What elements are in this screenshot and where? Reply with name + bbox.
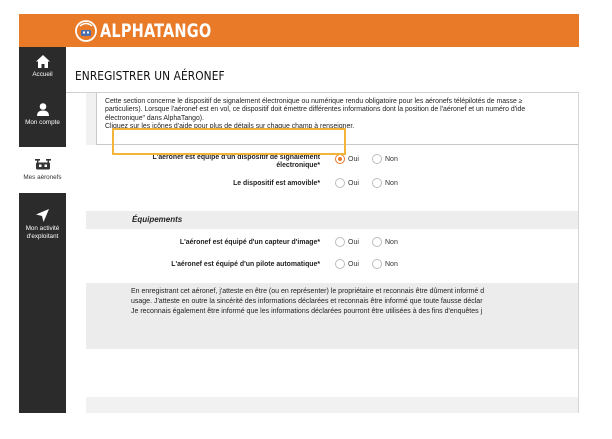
radio-label: Oui <box>348 155 359 163</box>
radio-label: Oui <box>348 179 359 187</box>
radio-empty-icon <box>335 237 345 247</box>
app-window <box>19 14 579 413</box>
removable-oui-radio[interactable] <box>335 178 359 188</box>
radio-label: Oui <box>348 260 359 268</box>
autopilot-non-radio[interactable] <box>372 259 398 269</box>
sidebar-item-mes-aeronefs[interactable] <box>19 147 66 193</box>
radio-label: Non <box>385 260 398 268</box>
intro-line: Cliquez sur les icônes d'aide pour plus de détails sur chaque champ à renseigner. <box>105 122 355 130</box>
radio-label: Non <box>385 155 398 163</box>
page-title: ENREGISTRER UN AÉRONEF <box>75 68 225 83</box>
radio-label: Oui <box>348 238 359 246</box>
user-icon <box>37 103 49 116</box>
attestation-line: En enregistrant cet aéronef, j'atteste en être (ou en représenter) le propriétaire et reconnais être dûment informé d <box>131 288 485 295</box>
radio-empty-icon <box>372 178 382 188</box>
autopilot-oui-radio[interactable] <box>335 259 359 269</box>
sidebar-item-label: Mes aéronefs <box>23 174 62 181</box>
sidebar-item-label: Accueil <box>32 71 53 78</box>
top-header <box>19 14 579 47</box>
label-line: électronique* <box>276 162 320 169</box>
equipment-section-header <box>86 211 579 229</box>
brand-name: ALPHATANGO <box>100 20 212 42</box>
content-right-border <box>578 93 579 413</box>
logo-icon <box>75 20 97 42</box>
radio-selected-icon <box>335 154 345 164</box>
intro-line: Cette section concerne le dispositif de signalement électronique ou numérique rendu obligatoire pour les aéronefs télépilotés de masse ≥ <box>105 98 523 105</box>
intro-line: électronique" dans AlphaTango). <box>105 114 204 122</box>
sidebar-item-label: Mon compte <box>25 119 60 126</box>
radio-empty-icon <box>335 259 345 269</box>
signal-device-label <box>126 154 320 170</box>
camera-label: L'aéronef est équipé d'un capteur d'image* <box>179 239 320 246</box>
attestation-text <box>86 283 579 349</box>
navigation-arrow-icon <box>36 209 49 222</box>
attestation-line: Je reconnais également être informé que les informations déclarées pourront être utilisées à des fins d'enquêtes j <box>131 308 483 315</box>
removable-label: Le dispositif est amovible* <box>233 180 320 187</box>
intro-line: particuliers). Lorsque l'aéronef est en vol, ce dispositif doit émettre différentes informations dont la position de l'aéronef et un numéro d'ide <box>105 106 526 114</box>
radio-empty-icon <box>372 259 382 269</box>
camera-oui-radio[interactable] <box>335 237 359 247</box>
removable-non-radio[interactable] <box>372 178 398 188</box>
highlight-annotation-box <box>112 128 346 155</box>
sidebar-item-label: Mon activité d'exploitant <box>25 225 60 240</box>
radio-empty-icon <box>335 178 345 188</box>
sidebar-item-mon-activite[interactable] <box>19 209 66 249</box>
signal-device-oui-radio[interactable] <box>335 154 359 164</box>
drone-icon <box>35 159 51 171</box>
attestation-line: usage. J'atteste en outre la sincérité des informations déclarées et reconnais être informé que toute fausse déclar <box>131 298 483 305</box>
sidebar <box>19 47 66 413</box>
radio-label: Non <box>385 179 398 187</box>
radio-empty-icon <box>372 237 382 247</box>
sidebar-item-accueil[interactable] <box>19 55 66 91</box>
section-title: Équipements <box>132 215 183 224</box>
signal-device-non-radio[interactable] <box>372 154 398 164</box>
main-panel <box>66 47 579 413</box>
radio-empty-icon <box>372 154 382 164</box>
home-icon <box>36 55 50 68</box>
label-line: L'aéronef est équipé d'un dispositif de signalement <box>152 154 320 161</box>
alphatango-logo[interactable] <box>75 18 231 44</box>
autopilot-label: L'aéronef est équipé d'un pilote automatique* <box>171 261 320 268</box>
sidebar-item-mon-compte[interactable] <box>19 103 66 139</box>
radio-label: Non <box>385 238 398 246</box>
camera-non-radio[interactable] <box>372 237 398 247</box>
